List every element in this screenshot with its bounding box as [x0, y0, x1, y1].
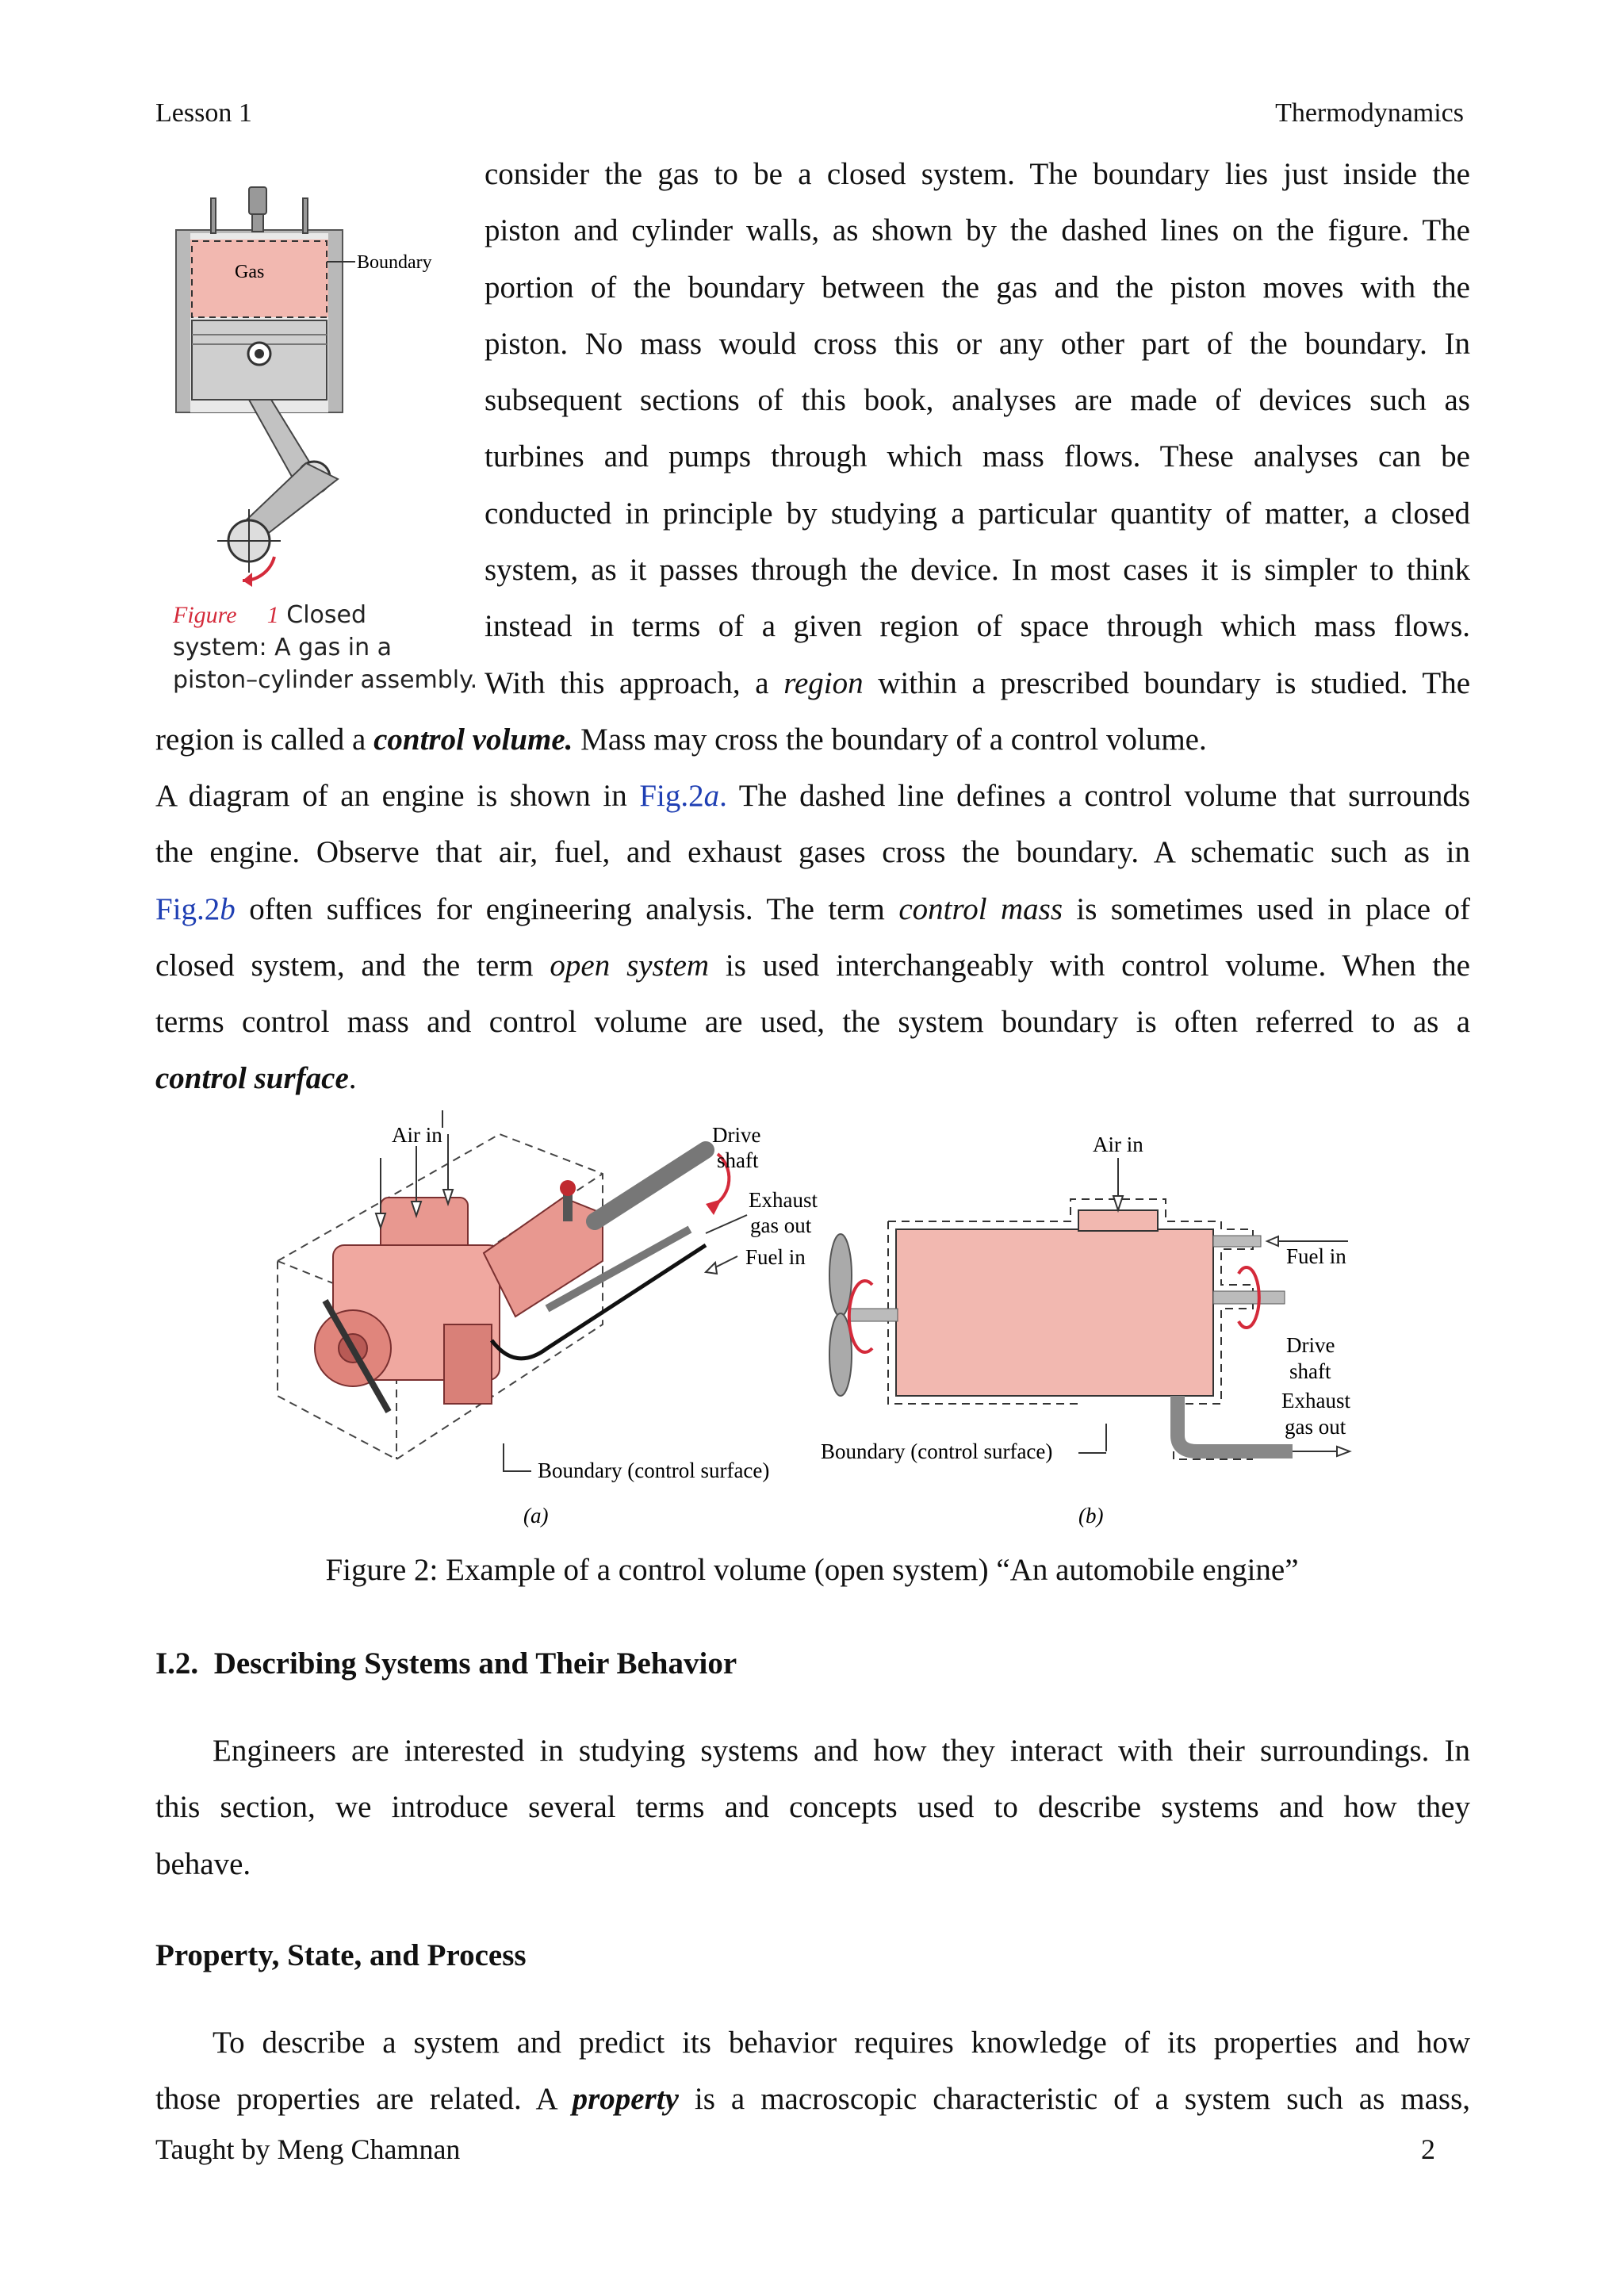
figure-2-caption: Figure 2: Example of a control volume (open system) “An automobile engine” [325, 1553, 1299, 1587]
fig2a-link[interactable]: Fig.2a. [639, 779, 727, 813]
fig2b-link[interactable]: Fig.2b [155, 891, 236, 926]
section-heading: I.2. Describing Systems and Their Behavior [155, 1646, 737, 1681]
footer-author: Taught by Meng Chamnan [155, 2133, 461, 2165]
fig2b-shaft-label: shaft [1289, 1359, 1331, 1383]
page-number: 2 [1421, 2133, 1435, 2165]
fig2a-boundary-label: Boundary (control surface) [538, 1458, 770, 1482]
gas-label: Gas [235, 262, 265, 282]
subsection-heading: Property, State, and Process [155, 1938, 527, 1972]
fig2a-exhaust-label: Exhaust [749, 1188, 818, 1212]
fig2b-drive-shaft [1213, 1291, 1285, 1304]
fig2a-fuel-in-label: Fuel in [745, 1245, 806, 1269]
paragraph-property: To describe a system and predict its behavior requires knowledge of its properties and how those properties are related. A property is a macroscopic characteristic of a system such as mass, [155, 2026, 1470, 2117]
propeller-icon [829, 1234, 852, 1317]
paragraph-control-volume: region is called a control volume. Mass may cross the boundary of a control volume. [155, 723, 1207, 757]
valves-icon [211, 187, 308, 233]
fig2b-intake [1078, 1210, 1158, 1231]
header-subject: Thermodynamics [1275, 98, 1464, 128]
fig2a-drive-label: Drive [712, 1123, 761, 1147]
header-lesson: Lesson 1 [155, 98, 252, 128]
fig2b-air-in-label: Air in [1093, 1133, 1143, 1156]
fig2b-exhaust-pipe [1178, 1396, 1293, 1451]
fig2b-label: (b) [1078, 1504, 1104, 1527]
fig2a-label: (a) [523, 1504, 549, 1527]
fig2b-exhaust-label: Exhaust [1281, 1389, 1350, 1412]
figure-1-piston-cylinder [155, 184, 457, 604]
engine-icon [315, 1180, 603, 1412]
fig2a-shaft-label: shaft [717, 1148, 759, 1172]
fig2b-gas-out-label: gas out [1285, 1415, 1346, 1439]
drive-shaft [595, 1150, 706, 1221]
fig2b-engine-block [896, 1229, 1213, 1396]
fig2a-gas-out-label: gas out [750, 1213, 812, 1237]
fig2a-air-in-label: Air in [392, 1123, 442, 1147]
paragraph-engine-diagram: A diagram of an engine is shown in Fig.2a. The dashed line defines a control volume that surrounds the engine. Observe that air, fuel, and exhaust gases cross the boundary. A schematic such as in Fig.2b often suffices for engineering analysis. The term control mass is sometimes used in place of closed system, and the term open system is used interchangeably with control volume. When the terms control mass and control volume are used, the system boundary is often referred to as a control surface. [155, 779, 1471, 1096]
paragraph-describing-systems: Engineers are interested in studying systems and how they interact with their surroundings. In this section, we introduce several terms and concepts used to describe systems and how they behave. [155, 1734, 1470, 1881]
fig2b-drive-label: Drive [1286, 1333, 1335, 1357]
paragraph-closed-system: consider the gas to be a closed system. The boundary lies just inside the piston and cylinder walls, as shown by the dashed lines on the figure. The portion of the boundary between the gas and the piston moves with the piston. No mass would cross this or any other part of the boundary. In subsequent sections of this book, analyses are made of devices such as turbines and pumps through which mass flows. These analyses can be conducted in principle by studying a particular quantity of matter, a closed system, as it passes through the device. In most cases it is simpler to think instead in terms of a given region of space through which mass flows. With this approach, a region within a prescribed boundary is studied. The [485, 157, 1471, 700]
boundary-label: Boundary [357, 252, 432, 273]
figure-2-control-volume [262, 1110, 1372, 1531]
figure-1-caption: Figure 1 Closed system: A gas in a piston–cylinder assembly. [173, 601, 478, 694]
fig2b-fuel-in-label: Fuel in [1286, 1244, 1346, 1268]
fig2b-boundary-label: Boundary (control surface) [821, 1439, 1053, 1463]
